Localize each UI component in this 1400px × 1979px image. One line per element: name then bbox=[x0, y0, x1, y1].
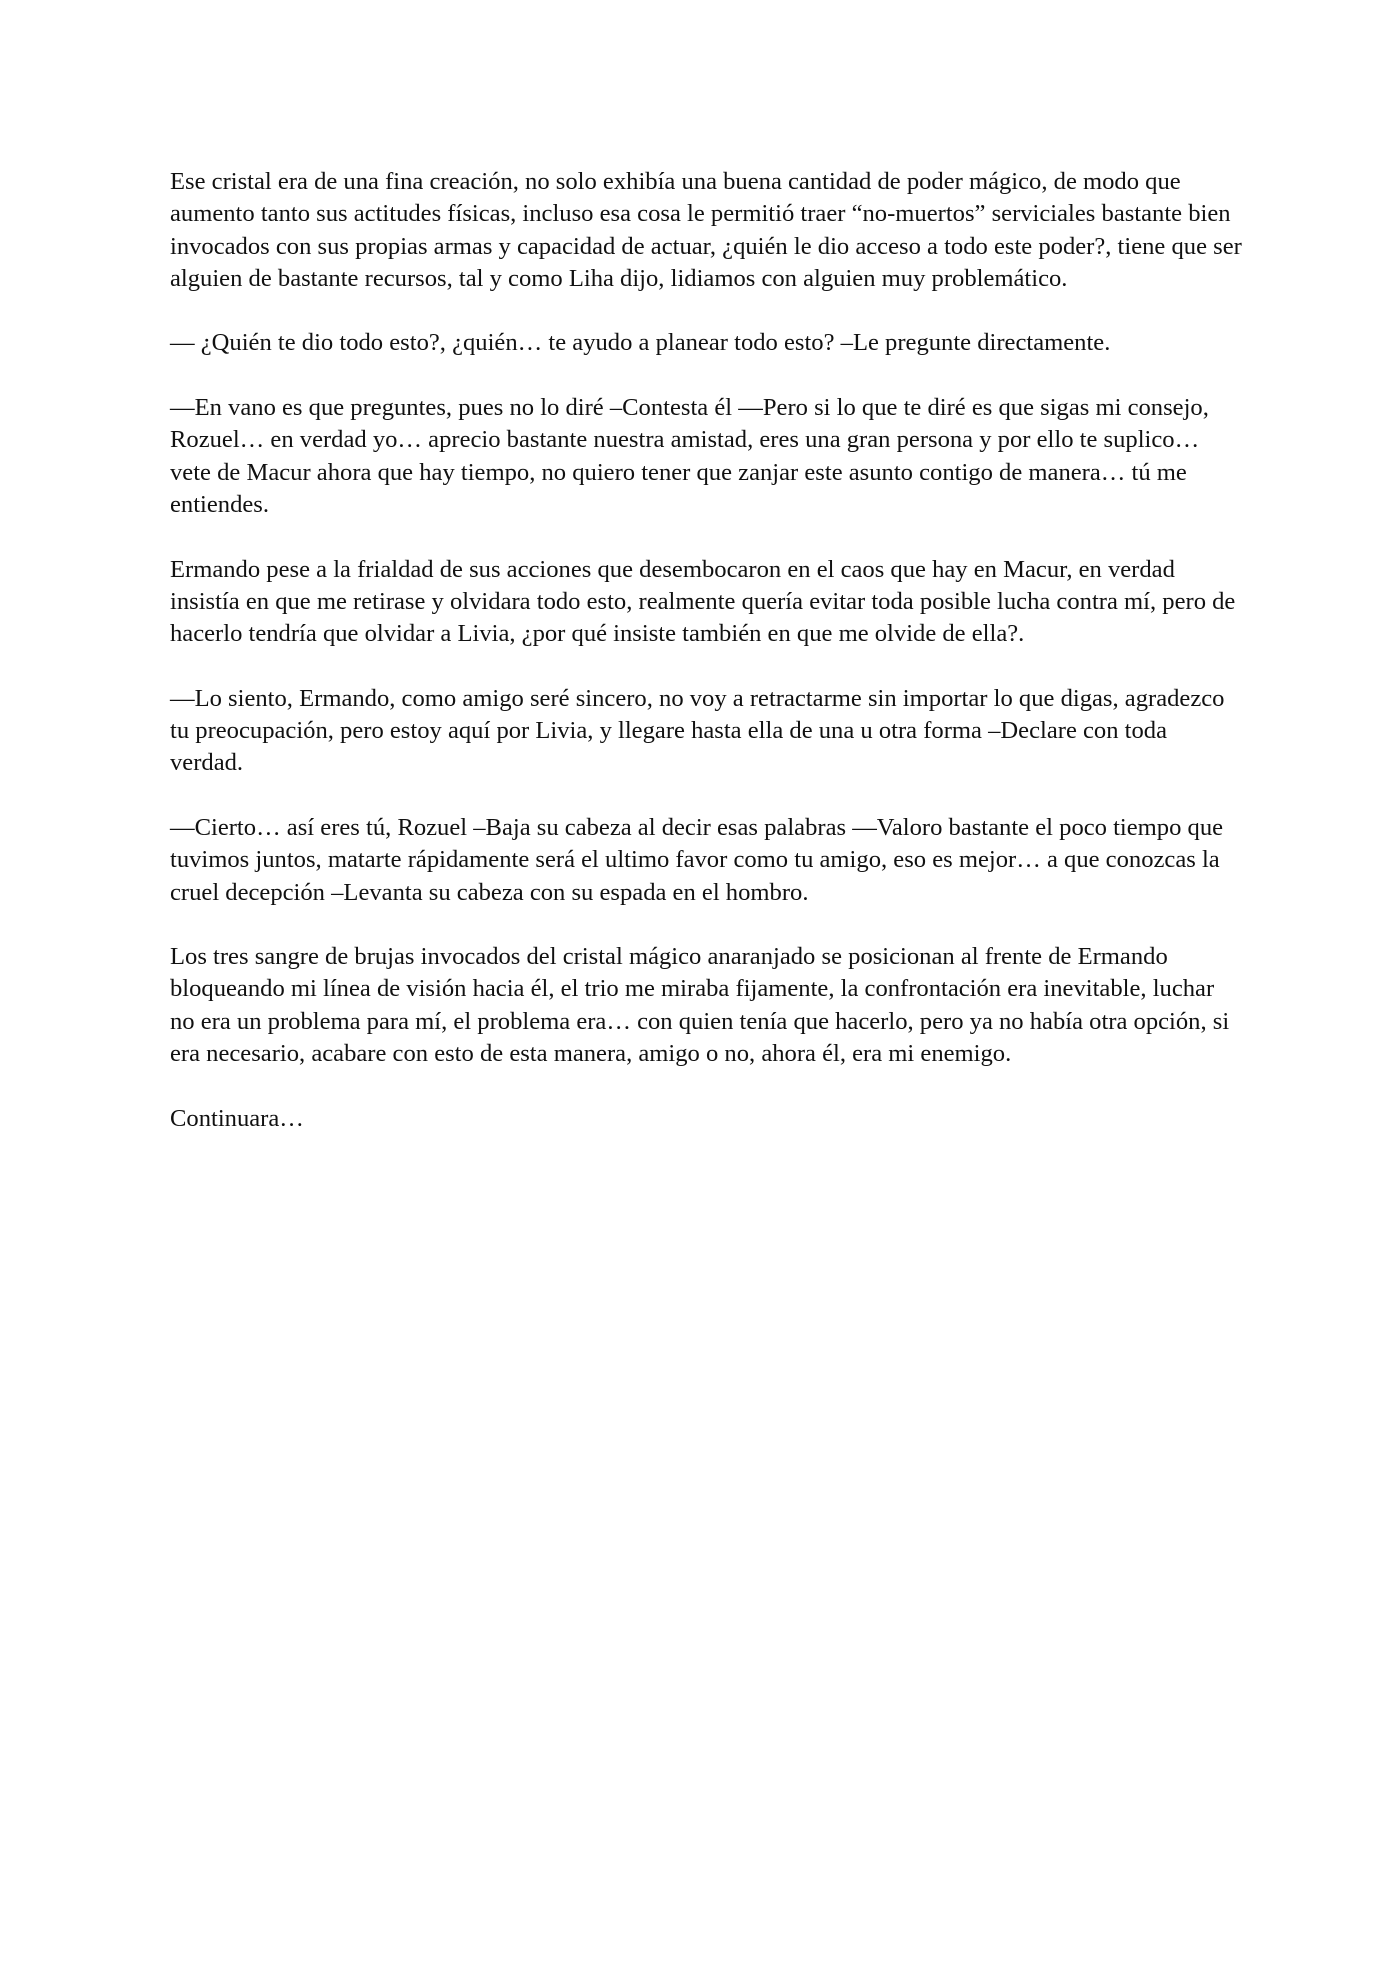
paragraph-3: —En vano es que preguntes, pues no lo diré –Contesta él —Pero si lo que te diré es que sigas mi consejo, Rozuel… en verdad yo… aprecio bastante nuestra amistad, eres una gran persona y por ello te suplico… vete de Macur ahora que hay tiempo, no quiero tener que zanjar este asunto contigo de manera… tú me entiendes. bbox=[170, 394, 1209, 518]
paragraph-1: Ese cristal era de una fina creación, no solo exhibía una buena cantidad de poder mágico, de modo que aumento tanto sus actitudes físicas, incluso esa cosa le permitió traer “no-muertos” serviciales bastante bien invocados con sus propias armas y capacidad de actuar, ¿quién le dio acceso a todo este poder?, tiene que ser alguien de bastante recursos, tal y como Liha dijo, lidiamos con alguien muy problemático. bbox=[170, 168, 1242, 292]
paragraph-5: —Lo siento, Ermando, como amigo seré sincero, no voy a retractarme sin importar lo que digas, agradezco tu preocupación, pero estoy aquí por Livia, y llegare hasta ella de una u otra forma –Declare con toda verdad. bbox=[170, 684, 1225, 777]
paragraph-4: Ermando pese a la frialdad de sus acciones que desembocaron en el caos que hay en Macur, en verdad insistía en que me retirase y olvidara todo esto, realmente quería evitar toda posible lucha contra mí, pero de hacerlo tendría que olvidar a Livia, ¿por qué insiste también en que me olvide de ella?. bbox=[170, 555, 1236, 648]
paragraph-7: Los tres sangre de brujas invocados del cristal mágico anaranjado se posicionan al frente de Ermando bloqueando mi línea de visión hacia él, el trio me miraba fijamente, la confrontación era inevitable, luchar no era un problema para mí, el problema era… con quien tenía que hacerlo, pero ya no había otra opción, si era necesario, acabare con esto de esta manera, amigo o no, ahora él, era mi enemigo. bbox=[170, 943, 1230, 1068]
paragraph-6: —Cierto… así eres tú, Rozuel –Baja su cabeza al decir esas palabras —Valoro bastante el poco tiempo que tuvimos juntos, matarte rápidamente será el ultimo favor como tu amigo, eso es mejor… a que conozcas la cruel decepción –Levanta su cabeza con su espada en el hombro. bbox=[170, 813, 1224, 906]
document-body bbox=[170, 166, 1242, 1167]
paragraph-continued: Continuara… bbox=[170, 1104, 304, 1132]
paragraph-2: — ¿Quién te dio todo esto?, ¿quién… te ayudo a planear todo esto? –Le pregunte directamente. bbox=[170, 329, 1111, 357]
